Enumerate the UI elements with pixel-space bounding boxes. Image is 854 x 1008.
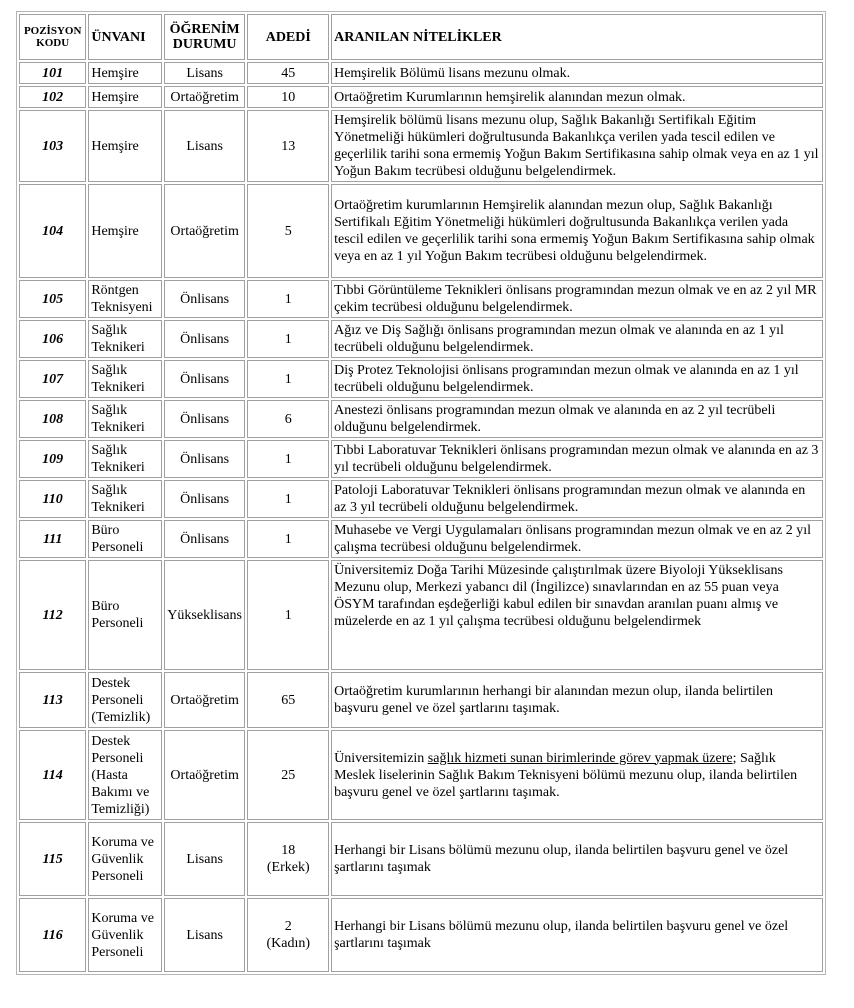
table-row bbox=[19, 320, 823, 358]
cell-unvan: Sağlık Teknikeri bbox=[88, 440, 161, 478]
cell-nitelik bbox=[331, 730, 823, 820]
table-row bbox=[19, 184, 823, 278]
table-row bbox=[19, 520, 823, 558]
cell-nitelik: Ağız ve Diş Sağlığı önlisans programından mezun olmak ve alanında en az 1 yıl tecrübeli olduğunu belgelendirmek. bbox=[331, 320, 823, 358]
cell-ogrenim: Lisans bbox=[164, 822, 246, 896]
cell-nitelik: Üniversitemiz Doğa Tarihi Müzesinde çalıştırılmak üzere Biyoloji Yükseklisans Mezunu olup, Merkezi yabancı dil (İngilizce) sınavlarından en az 55 puan veya ÖSYM tarafından eşdeğerliği kabul edilen bir sınavdan aranılan puanı almış ve müzelerde en az 1 yıl çalışma tecrübesi olduğunu belgelendirmek bbox=[331, 560, 823, 670]
nitelik-text: Üniversitemizin bbox=[334, 750, 428, 766]
header-nitelik: ARANILAN NİTELİKLER bbox=[331, 14, 823, 60]
cell-ogrenim: Lisans bbox=[164, 898, 246, 972]
cell-ogrenim: Lisans bbox=[164, 62, 246, 84]
cell-unvan: Hemşire bbox=[88, 184, 161, 278]
cell-unvan: Röntgen Teknisyeni bbox=[88, 280, 161, 318]
cell-unvan: Sağlık Teknikeri bbox=[88, 480, 161, 518]
cell-unvan: Koruma ve Güvenlik Personeli bbox=[88, 898, 161, 972]
cell-ogrenim: Önlisans bbox=[164, 320, 246, 358]
table-row bbox=[19, 86, 823, 108]
cell-kod: 105 bbox=[19, 280, 86, 318]
cell-ogrenim: Ortaöğretim bbox=[164, 86, 246, 108]
cell-kod: 102 bbox=[19, 86, 86, 108]
cell-nitelik: Hemşirelik bölümü lisans mezunu olup, Sağlık Bakanlığı Sertifikalı Eğitim Yönetmeliği hükümleri doğrultusunda Bakanlıkça verilen yada tescil edilen ve geçerlilik tarihi sona ermemiş Yoğun Bakım Sertifikasına sahip olmak veya en az 1 yıl Yoğun Bakım tecrübesi olduğunu belgelendirmek. bbox=[331, 110, 823, 182]
cell-nitelik: Hemşirelik Bölümü lisans mezunu olmak. bbox=[331, 62, 823, 84]
cell-unvan: Hemşire bbox=[88, 110, 161, 182]
cell-nitelik: Diş Protez Teknolojisi önlisans programından mezun olmak ve alanında en az 1 yıl tecrübeli olduğunu belgelendirmek. bbox=[331, 360, 823, 398]
nitelik-text: ; Sağlık Meslek liselerinin Sağlık Bakım Teknisyeni bölümü mezunu olup, ilanda belirtilen başvuru genel ve özel şartlarını taşımak. bbox=[334, 750, 798, 800]
cell-adet bbox=[247, 822, 329, 896]
cell-adet: 13 bbox=[247, 110, 329, 182]
adet-value: 2 bbox=[284, 919, 292, 934]
table-row bbox=[19, 480, 823, 518]
positions-table bbox=[16, 11, 826, 975]
cell-adet: 1 bbox=[247, 520, 329, 558]
cell-kod: 115 bbox=[19, 822, 86, 896]
cell-unvan: Büro Personeli bbox=[88, 560, 161, 670]
cell-adet: 45 bbox=[247, 62, 329, 84]
cell-adet: 5 bbox=[247, 184, 329, 278]
cell-unvan: Destek Personeli (Temizlik) bbox=[88, 672, 161, 728]
table-row bbox=[19, 440, 823, 478]
cell-nitelik: Patoloji Laboratuvar Teknikleri önlisans programından mezun olmak ve alanında en az 3 yıl tecrübeli olduğunu belgelendirmek. bbox=[331, 480, 823, 518]
cell-ogrenim: Önlisans bbox=[164, 440, 246, 478]
cell-ogrenim: Önlisans bbox=[164, 280, 246, 318]
header-kod: POZİSYON KODU bbox=[19, 14, 86, 60]
table-row bbox=[19, 672, 823, 728]
cell-ogrenim: Lisans bbox=[164, 110, 246, 182]
cell-ogrenim: Yükseklisans bbox=[164, 560, 246, 670]
cell-unvan: Sağlık Teknikeri bbox=[88, 320, 161, 358]
cell-ogrenim: Önlisans bbox=[164, 480, 246, 518]
document-page bbox=[16, 11, 826, 975]
cell-adet: 1 bbox=[247, 280, 329, 318]
cell-nitelik: Ortaöğretim kurumlarının herhangi bir alanından mezun olup, ilanda belirtilen başvuru genel ve özel şartlarını taşımak. bbox=[331, 672, 823, 728]
adet-note: (Kadın) bbox=[266, 936, 311, 951]
cell-nitelik: Herhangi bir Lisans bölümü mezunu olup, ilanda belirtilen başvuru genel ve özel şartlarını taşımak bbox=[331, 822, 823, 896]
nitelik-underlined: sağlık hizmeti sunan birimlerinde görev yapmak üzere bbox=[427, 750, 733, 766]
cell-adet: 1 bbox=[247, 560, 329, 670]
cell-kod: 111 bbox=[19, 520, 86, 558]
cell-nitelik: Tıbbi Görüntüleme Teknikleri önlisans programından mezun olmak ve en az 2 yıl MR çekim tecrübesi olduğunu belgelendirmek. bbox=[331, 280, 823, 318]
cell-unvan: Hemşire bbox=[88, 86, 161, 108]
cell-unvan: Sağlık Teknikeri bbox=[88, 360, 161, 398]
cell-adet: 10 bbox=[247, 86, 329, 108]
cell-nitelik: Tıbbi Laboratuvar Teknikleri önlisans programından mezun olmak ve alanında en az 3 yıl tecrübeli olduğunu belgelendirmek. bbox=[331, 440, 823, 478]
cell-kod: 113 bbox=[19, 672, 86, 728]
cell-kod: 108 bbox=[19, 400, 86, 438]
table-row bbox=[19, 110, 823, 182]
cell-nitelik: Ortaöğretim Kurumlarının hemşirelik alanından mezun olmak. bbox=[331, 86, 823, 108]
cell-unvan: Destek Personeli (Hasta Bakımı ve Temizliği) bbox=[88, 730, 161, 820]
cell-unvan: Koruma ve Güvenlik Personeli bbox=[88, 822, 161, 896]
table-row bbox=[19, 360, 823, 398]
cell-kod: 112 bbox=[19, 560, 86, 670]
cell-adet: 1 bbox=[247, 440, 329, 478]
cell-kod: 107 bbox=[19, 360, 86, 398]
cell-ogrenim: Önlisans bbox=[164, 360, 246, 398]
cell-kod: 110 bbox=[19, 480, 86, 518]
cell-adet: 6 bbox=[247, 400, 329, 438]
cell-ogrenim: Ortaöğretim bbox=[164, 184, 246, 278]
header-adet: ADEDİ bbox=[247, 14, 329, 60]
cell-kod: 109 bbox=[19, 440, 86, 478]
cell-unvan: Hemşire bbox=[88, 62, 161, 84]
cell-ogrenim: Ortaöğretim bbox=[164, 672, 246, 728]
adet-value: 18 bbox=[281, 843, 296, 858]
table-row bbox=[19, 898, 823, 972]
cell-unvan: Sağlık Teknikeri bbox=[88, 400, 161, 438]
cell-adet: 65 bbox=[247, 672, 329, 728]
cell-kod: 116 bbox=[19, 898, 86, 972]
adet-note: (Erkek) bbox=[266, 860, 310, 875]
cell-kod: 103 bbox=[19, 110, 86, 182]
cell-nitelik: Herhangi bir Lisans bölümü mezunu olup, ilanda belirtilen başvuru genel ve özel şartlarını taşımak bbox=[331, 898, 823, 972]
cell-ogrenim: Ortaöğretim bbox=[164, 730, 246, 820]
cell-nitelik: Muhasebe ve Vergi Uygulamaları önlisans programından mezun olmak ve en az 2 yıl çalışma tecrübesi olduğunu belgelendirmek. bbox=[331, 520, 823, 558]
table-row bbox=[19, 280, 823, 318]
cell-ogrenim: Önlisans bbox=[164, 400, 246, 438]
table-row bbox=[19, 730, 823, 820]
table-row bbox=[19, 400, 823, 438]
header-ogrenim: ÖĞRENİM DURUMU bbox=[164, 14, 246, 60]
table-row bbox=[19, 62, 823, 84]
cell-kod: 101 bbox=[19, 62, 86, 84]
cell-ogrenim: Önlisans bbox=[164, 520, 246, 558]
table-row bbox=[19, 560, 823, 670]
cell-unvan: Büro Personeli bbox=[88, 520, 161, 558]
header-row bbox=[19, 14, 823, 60]
cell-kod: 106 bbox=[19, 320, 86, 358]
cell-nitelik: Ortaöğretim kurumlarının Hemşirelik alanından mezun olup, Sağlık Bakanlığı Sertifikalı Eğitim Yönetmeliği hükümleri doğrultusunda Bakanlıkça verilen yada tescil edilen ve geçerlilik tarihi sona ermemiş Yoğun Bakım Sertifikasına sahip olmak veya en az 1 yıl Yoğun Bakım tecrübesi olduğunu belgelendirmek. bbox=[331, 184, 823, 278]
header-unvan: ÜNVANI bbox=[88, 14, 161, 60]
cell-adet bbox=[247, 898, 329, 972]
cell-kod: 104 bbox=[19, 184, 86, 278]
cell-adet: 1 bbox=[247, 320, 329, 358]
cell-adet: 25 bbox=[247, 730, 329, 820]
table-row bbox=[19, 822, 823, 896]
cell-nitelik: Anestezi önlisans programından mezun olmak ve alanında en az 2 yıl tecrübeli olduğunu belgelendirmek. bbox=[331, 400, 823, 438]
cell-adet: 1 bbox=[247, 480, 329, 518]
cell-kod: 114 bbox=[19, 730, 86, 820]
cell-adet: 1 bbox=[247, 360, 329, 398]
